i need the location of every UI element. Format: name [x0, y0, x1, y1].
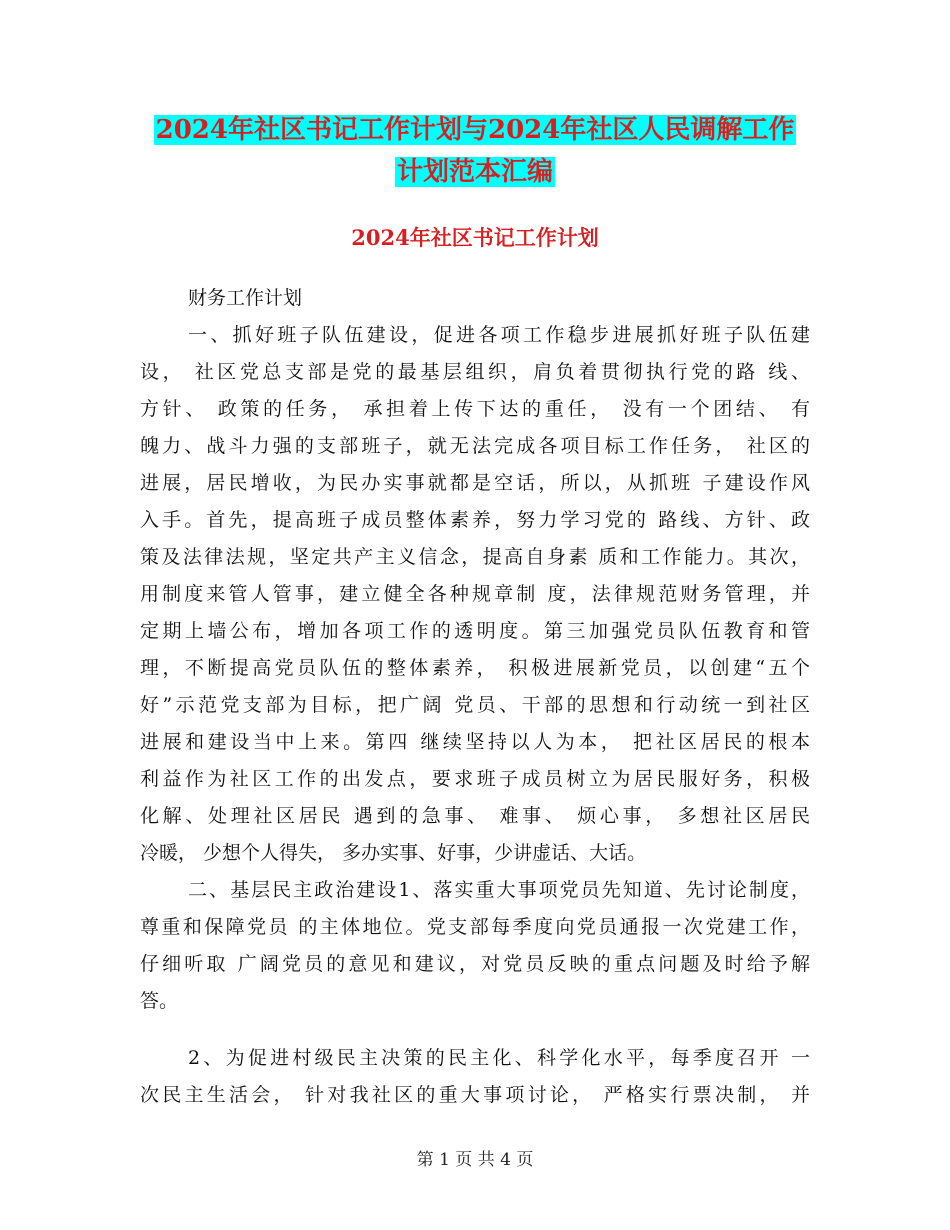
paragraph-line: 化解、处理社区居民 遇到的急事、 难事、 烦心事， 多想社区居民 — [140, 805, 810, 827]
paragraph-line: 入手。首先，提高班子成员整体素养，努力学习党的 路线、方针、政 — [140, 509, 810, 531]
paragraph-line: 答。 — [140, 990, 179, 1012]
section-heading: 2024年社区书记工作计划 — [351, 225, 599, 250]
document-title-text-2: 计划范本汇编 — [396, 157, 553, 187]
page-footer: 第 1 页 共 4 页 — [416, 1150, 534, 1170]
paragraph-line: 用制度来管人管事，建立健全各种规章制 度，法律规范财务管理，并 — [140, 583, 810, 605]
paragraph-line: 二、基层民主政治建设1、落实重大事项党员先知道、先讨论制度， — [188, 879, 810, 901]
document-title-text-1: 2024年社区书记工作计划与2024年社区人民调解工作 — [155, 115, 795, 145]
paragraph-line: 一、抓好班子队伍建设，促进各项工作稳步进展抓好班子队伍建 — [188, 324, 810, 346]
paragraph-line: 次民主生活会， 针对我社区的重大事项讨论， 严格实行票决制， 并 — [140, 1084, 810, 1106]
paragraph-line: 尊重和保障党员 的主体地位。党支部每季度向党员通报一次党建工作， — [140, 916, 810, 938]
paragraph-line: 方针、 政策的任务， 承担着上传下达的重任， 没有一个团结、 有 — [140, 398, 810, 420]
paragraph-line: 利益作为社区工作的出发点，要求班子成员树立为居民服好务，积极 — [140, 768, 810, 790]
paragraph-line: 理，不断提高党员队伍的整体素养， 积极进展新党员，以创建“五个 — [140, 657, 810, 679]
document-body — [140, 280, 810, 1114]
paragraph-line: 策及法律法规，坚定共产主义信念，提高自身素 质和工作能力。其次， — [140, 546, 810, 568]
paragraph-line: 设， 社区党总支部是党的最基层组织，肩负着贯彻执行党的路 线、 — [140, 361, 810, 383]
paragraph-line: 2、为促进村级民主决策的民主化、科学化水平，每季度召开 一 — [188, 1047, 810, 1069]
document-title-line-1 — [0, 110, 950, 150]
paragraph-line: 好”示范党支部为目标，把广阔 党员、干部的思想和行动统一到社区 — [140, 694, 810, 716]
paragraph-line: 仔细听取 广阔党员的意见和建议，对党员反映的重点问题及时给予解 — [140, 953, 810, 975]
paragraph-line: 进展和建设当中上来。第四 继续坚持以人为本， 把社区居民的根本 — [140, 731, 810, 753]
document-title-line-2 — [0, 152, 950, 192]
paragraph-line: 冷暖， 少想个人得失， 多办实事、好事，少讲虚话、大话。 — [140, 842, 647, 864]
paragraph-gap — [140, 1020, 810, 1040]
paragraph-line: 魄力、战斗力强的支部班子，就无法完成各项目标工作任务， 社区的 — [140, 435, 810, 457]
paragraph-line: 财务工作计划 — [188, 287, 303, 309]
paragraph-line: 进展，居民增收，为民办实事就都是空话，所以，从抓班 子建设作风 — [140, 472, 810, 494]
paragraph-line: 定期上墙公布，增加各项工作的透明度。第三加强党员队伍教育和管 — [140, 620, 810, 642]
